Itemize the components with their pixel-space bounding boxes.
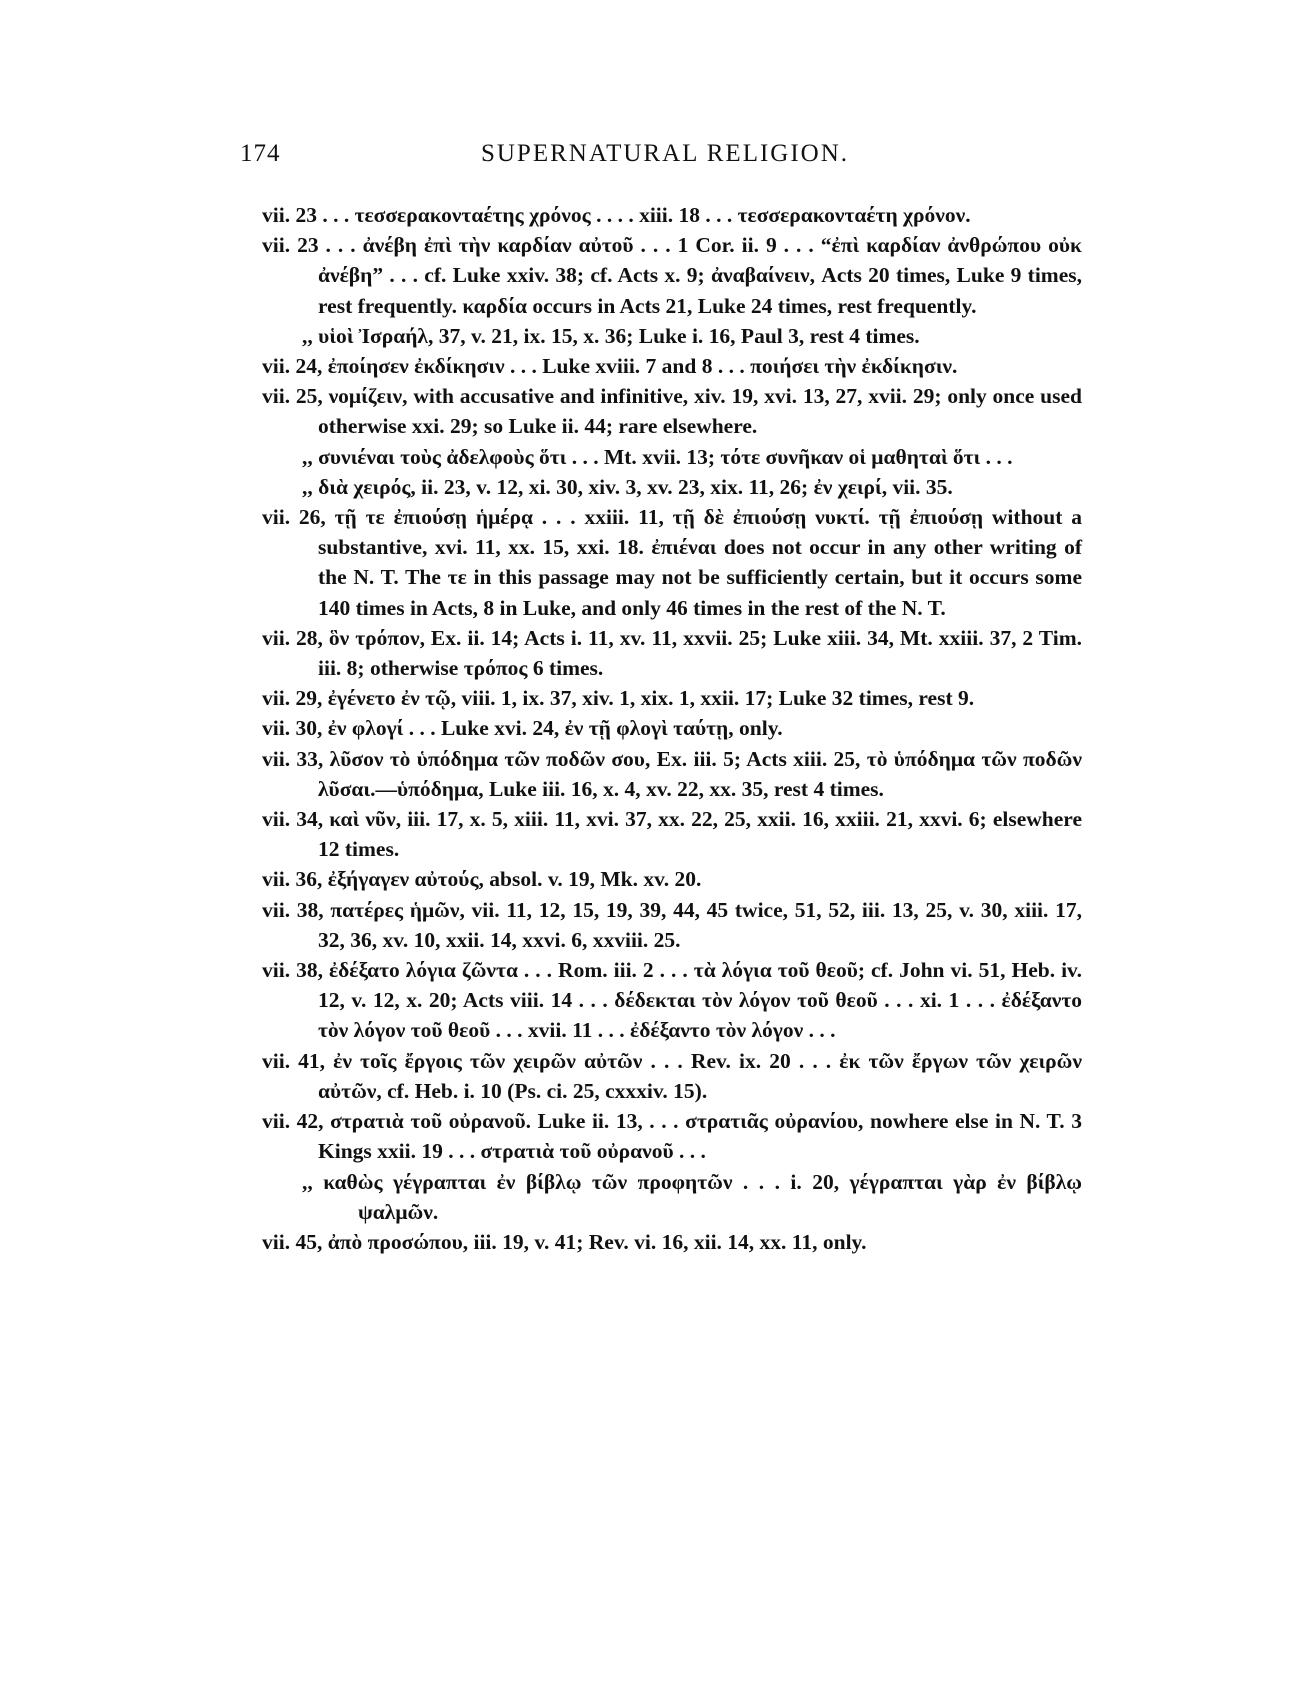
entry-sub-dia-cheiros: ,, διὰ χειρός, ii. 23, v. 12, xi. 30, xiv. 3, xv. 23, xix. 11, 26; ἐν χειρί, vii. 35. bbox=[302, 474, 953, 499]
entry-vii-29: vii. 29, ἐγένετο ἐν τῷ, viii. 1, ix. 37, xiv. 1, xix. 1, xxii. 17; Luke 32 times, rest 9. bbox=[262, 686, 975, 711]
entry-vii-24: vii. 24, ἐποίησεν ἐκδίκησιν . . . Luke xviii. 7 and 8 . . . ποιήσει τὴν ἐκδίκησιν. bbox=[262, 354, 958, 379]
entry-vii-45: vii. 45, ἀπὸ προσώπου, iii. 19, v. 41; Rev. vi. 16, xii. 14, xx. 11, only. bbox=[262, 1229, 867, 1254]
entry-vii-23-a: vii. 23 . . . τεσσερακονταέτης χρόνος . . . . xiii. 18 . . . τεσσερακονταέτη χρόνον. bbox=[262, 203, 971, 227]
page-number: 174 bbox=[240, 140, 281, 167]
entry-vii-36: vii. 36, ἐξήγαγεν αὐτούς, absol. v. 19, Mk. xv. 20. bbox=[262, 867, 702, 892]
page-body bbox=[262, 200, 1082, 1257]
entry-vii-25: vii. 25, νομίζειν, with accusative and infinitive, xiv. 19, xvi. 13, 27, xvii. 29; only once used otherwise xxi. 29; so Luke ii. 44; rare elsewhere. bbox=[262, 384, 1082, 439]
entry-sub-synienai: ,, συνιέναι τοὺς ἀδελφοὺς ὅτι . . . Mt. xvii. 13; τότε συνῆκαν οἱ μαθηταὶ ὅτι . . . bbox=[302, 444, 1013, 469]
page-header bbox=[240, 140, 1090, 180]
entry-sub-kathos-gegraptai: ,, καθὼς γέγραπται ἐν βίβλῳ τῶν προφητῶν . . . i. 20, γέγραπται γὰρ ἐν βίβλῳ ψαλμῶν. bbox=[302, 1169, 1082, 1224]
entry-vii-41: vii. 41, ἐν τοῖς ἔργοις τῶν χειρῶν αὐτῶν . . . Rev. ix. 20 . . . ἐκ τῶν ἔργων τῶν χειρῶν αὐτῶν, cf. Heb. i. 10 (Ps. ci. 25, cxxxiv. 15). bbox=[262, 1048, 1082, 1103]
entry-vii-28: vii. 28, ὃν τρόπον, Ex. ii. 14; Acts i. 11, xv. 11, xxvii. 25; Luke xiii. 34, Mt. xxiii. 37, 2 Tim. iii. 8; otherwise τρόπος 6 times. bbox=[262, 625, 1082, 681]
entry-vii-26: vii. 26, τῇ τε ἐπιούσῃ ἡμέρᾳ . . . xxiii. 11, τῇ δὲ ἐπιούσῃ νυκτί. τῇ ἐπιούσῃ without a substantive, xvi. 11, xx. 15, xxi. 18. ἐπιέναι does not occur in any other writing of the N. T. The τε in this passage may not be sufficiently certain, but it occurs some 140 times in Acts, 8 in Luke, and only 46 times in the rest of the N. T. bbox=[262, 505, 1082, 620]
entry-vii-34: vii. 34, καὶ νῦν, iii. 17, x. 5, xiii. 11, xvi. 37, xx. 22, 25, xxii. 16, xxiii. 21, xxvi. 6; elsewhere 12 times. bbox=[262, 807, 1082, 862]
entry-sub-uioi-israel: ,, υἱοὶ Ἰσραήλ, 37, v. 21, ix. 15, x. 36; Luke i. 16, Paul 3, rest 4 times. bbox=[302, 323, 920, 348]
running-title: SUPERNATURAL RELIGION. bbox=[480, 140, 850, 167]
entry-vii-30: vii. 30, ἐν φλογί . . . Luke xvi. 24, ἐν τῇ φλογὶ ταύτῃ, only. bbox=[262, 716, 783, 741]
entry-vii-23-b: vii. 23 . . . ἀνέβη ἐπὶ τὴν καρδίαν αὐτοῦ . . . 1 Cor. ii. 9 . . . “ἐπὶ καρδίαν ἀνθρώπου οὐκ ἀνέβη” . . . cf. Luke xxiv. 38; cf. Acts x. 9; ἀναβαίνειν, Acts 20 times, Luke 9 times, rest frequently. καρδία occurs in Acts 21, Luke 24 times, rest frequently. bbox=[262, 233, 1082, 318]
entry-vii-38-a: vii. 38, πατέρες ἡμῶν, vii. 11, 12, 15, 19, 39, 44, 45 twice, 51, 52, iii. 13, 25, v. 30, xiii. 17, 32, 36, xv. 10, xxii. 14, xxvi. 6, xxviii. 25. bbox=[262, 897, 1082, 952]
entry-vii-42: vii. 42, στρατιὰ τοῦ οὐρανοῦ. Luke ii. 13, . . . στρατιᾶς οὐρανίου, nowhere else in N. T. 3 Kings xxii. 19 . . . στρατιὰ τοῦ οὐρανοῦ . . . bbox=[262, 1109, 1082, 1164]
entry-vii-33: vii. 33, λῦσον τὸ ὑπόδημα τῶν ποδῶν σου, Ex. iii. 5; Acts xiii. 25, τὸ ὑπόδημα τῶν ποδῶν λῦσαι.—ὑπόδημα, Luke iii. 16, x. 4, xv. 22, xx. 35, rest 4 times. bbox=[262, 746, 1082, 801]
entry-vii-38-b: vii. 38, ἐδέξατο λόγια ζῶντα . . . Rom. iii. 2 . . . τὰ λόγια τοῦ θεοῦ; cf. John vi. 51, Heb. iv. 12, v. 12, x. 20; Acts viii. 14 . . . δέδεκται τὸν λόγον τοῦ θεοῦ . . . xi. 1 . . . ἐδέξαντο τὸν λόγον τοῦ θεοῦ . . . xvii. 11 . . . ἐδέξαντο τὸν λόγον . . . bbox=[262, 958, 1082, 1043]
